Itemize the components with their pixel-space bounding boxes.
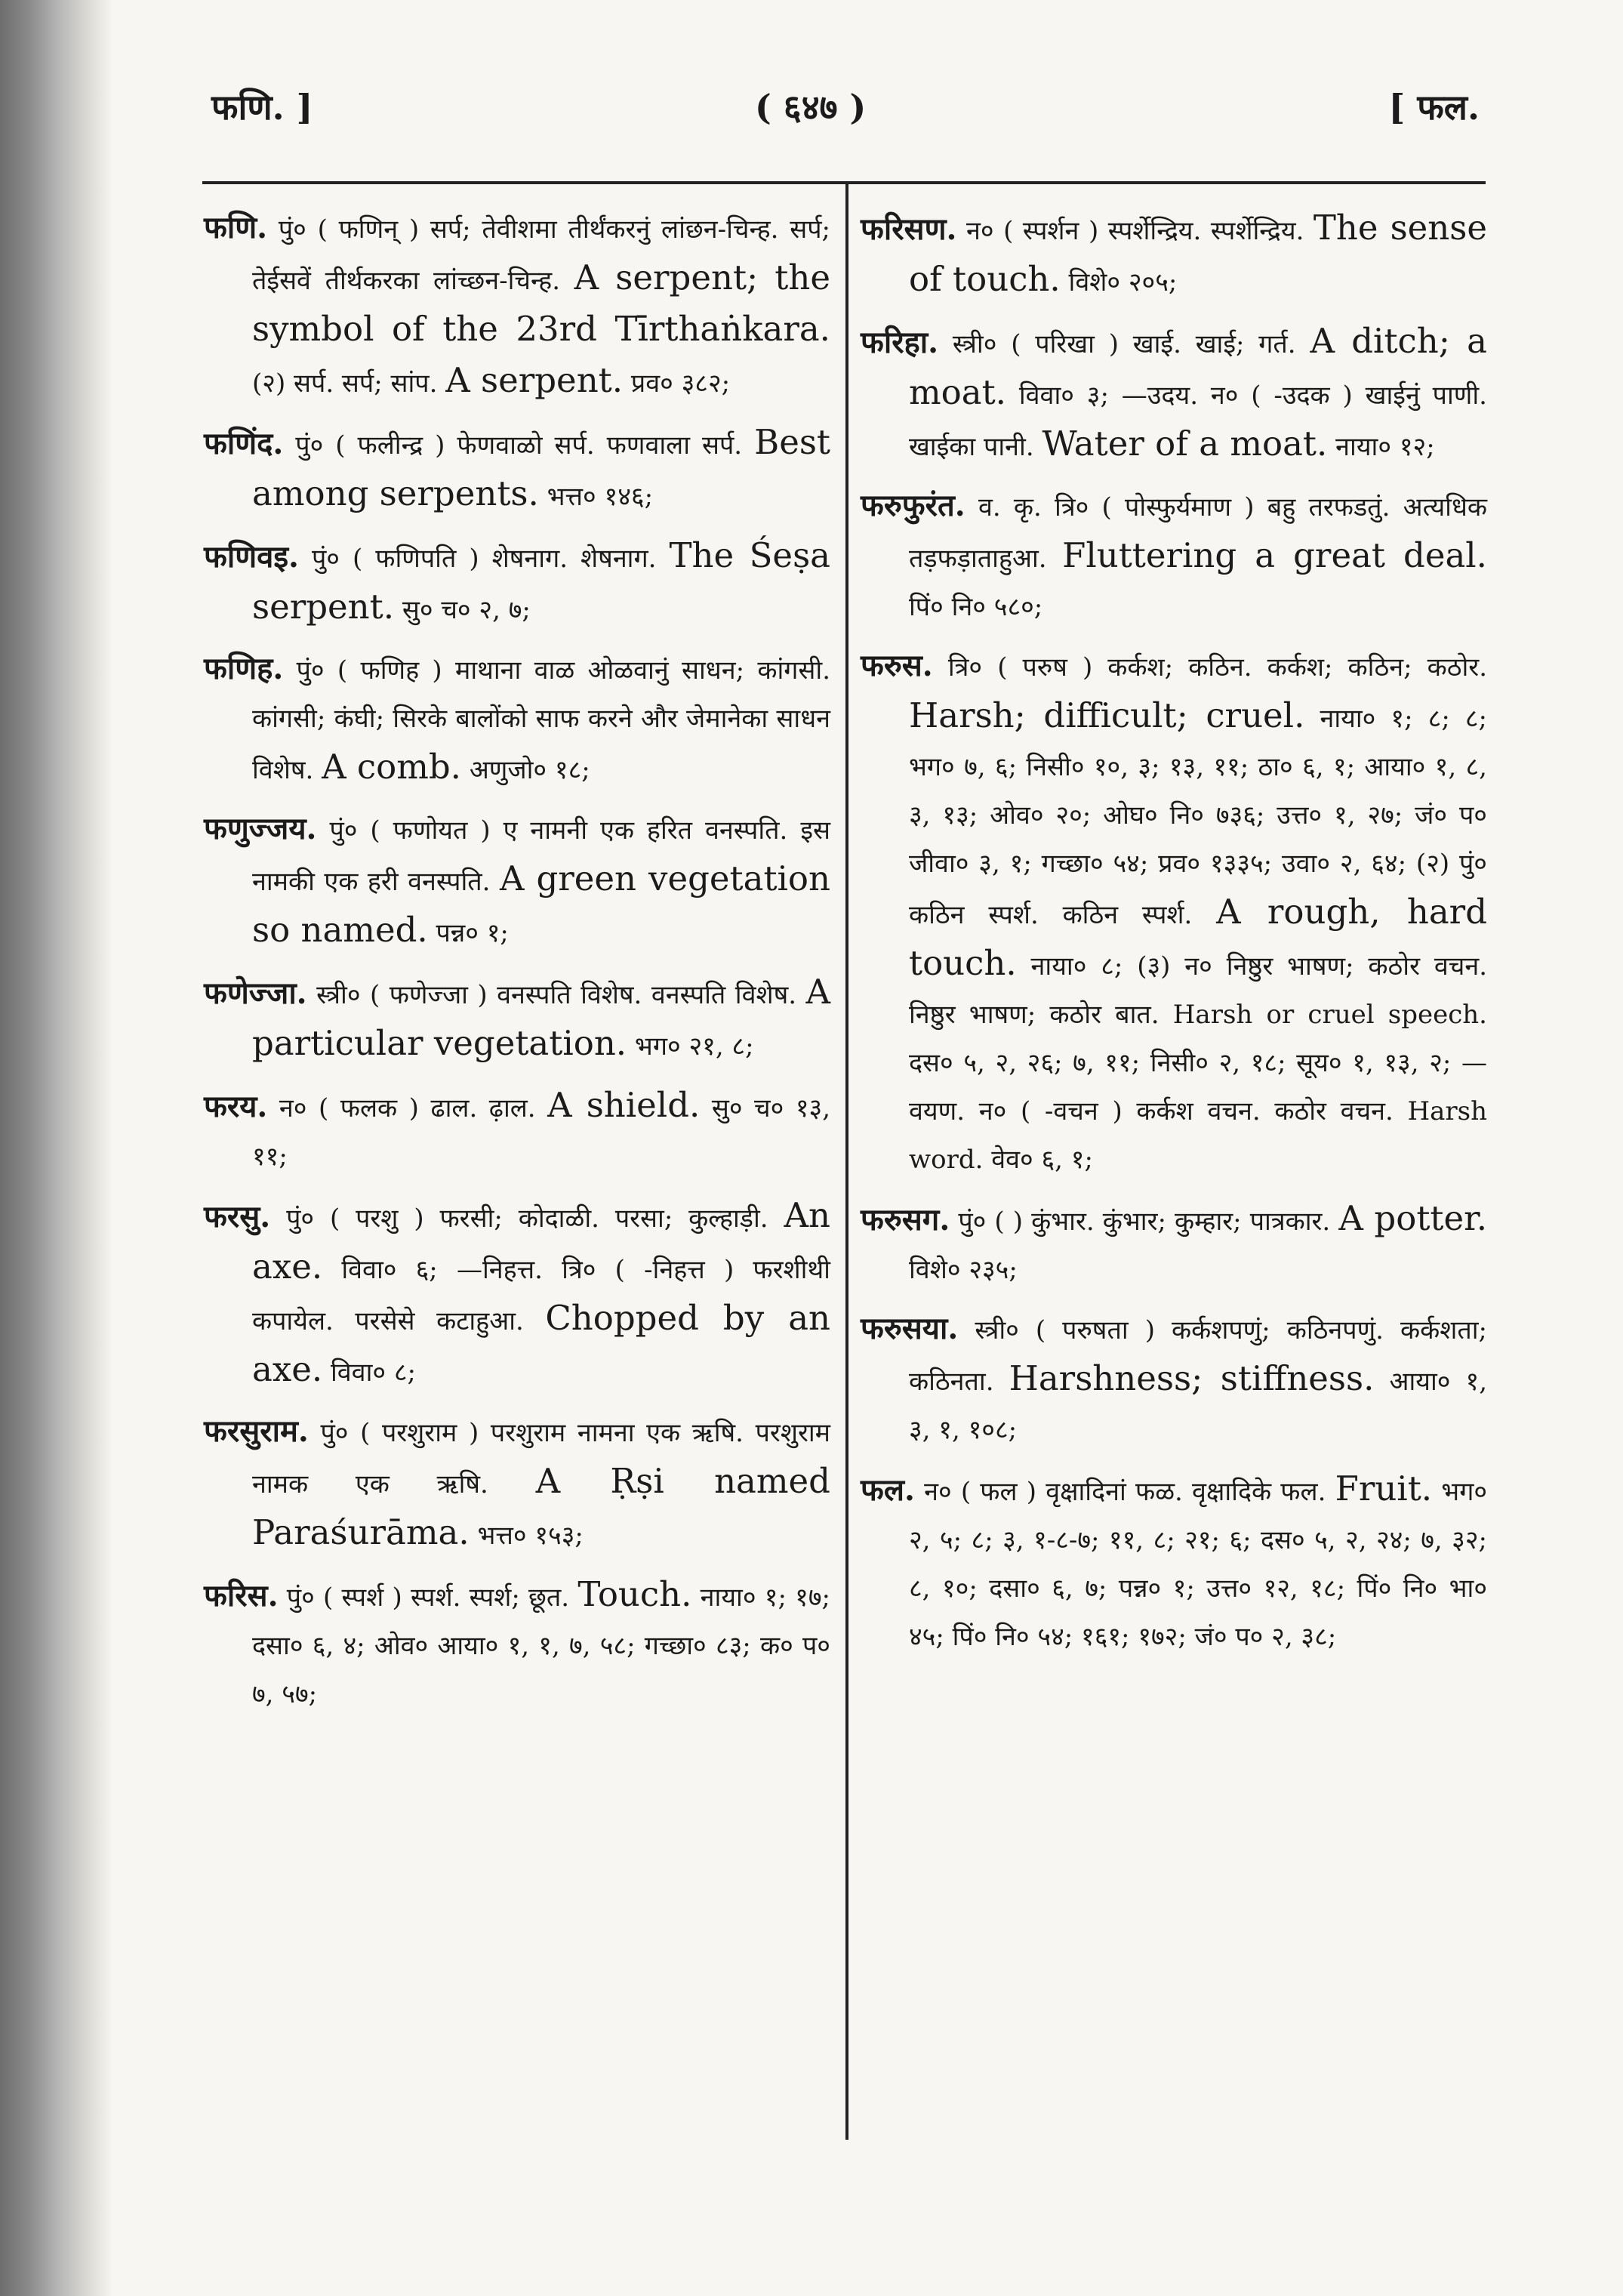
- entry-english-gloss: A serpent; the symbol of the 23rd Tīrthaṅkara.: [252, 257, 830, 349]
- entry-english-gloss: The Śeṣa serpent.: [252, 535, 830, 627]
- entry-english-gloss: Touch.: [577, 1574, 692, 1614]
- entry-definition: न० ( फल ) वृक्षादिनां फळ. वृक्षादिके फल.: [924, 1477, 1326, 1507]
- right-column: [861, 204, 1487, 1672]
- entry-english-gloss: A particular vegetation.: [252, 972, 831, 1063]
- column-divider: [845, 184, 848, 2140]
- entry-english-gloss: Harsh; difficult; cruel.: [909, 695, 1305, 735]
- entry-headword: फरसु.: [204, 1199, 271, 1234]
- entry-references: आया० १, ३, १, १०८;: [909, 1367, 1487, 1445]
- entry-references: विशे० २०५;: [1068, 267, 1178, 297]
- dictionary-entry: [204, 1191, 830, 1397]
- dictionary-entry: [204, 1081, 830, 1181]
- entry-english-gloss-2: A serpent.: [445, 360, 624, 400]
- entry-references: प्रव० ३८२;: [630, 368, 731, 399]
- entry-english-gloss: A green vegetation so named.: [252, 858, 830, 950]
- entry-headword: फणिवइ.: [204, 539, 299, 575]
- entry-definition: पुं० ( परशु ) फरसी; कोदाळी. परसा; कुल्हाड़ी.: [286, 1203, 768, 1234]
- page-binding-shadow: [0, 0, 113, 2296]
- dictionary-entry: [204, 204, 830, 408]
- entry-references: विवा० ८;: [330, 1358, 417, 1388]
- entry-english-gloss-2: Chopped by an axe.: [252, 1298, 831, 1389]
- dictionary-entry: [861, 1465, 1487, 1661]
- entry-definition: न० ( स्पर्शन ) स्पर्शेन्द्रिय. स्पर्शेन्द्रिय.: [966, 216, 1304, 246]
- entry-references: सु० च० १३, ११;: [252, 1093, 831, 1172]
- dictionary-entry: [204, 418, 830, 521]
- header-left-guideword: फणि. ]: [211, 87, 313, 128]
- page-header: [196, 76, 1480, 143]
- entry-references: अणुजो० १८;: [469, 755, 590, 785]
- entry-english-gloss: A potter.: [1338, 1198, 1487, 1238]
- entry-english-gloss: Fruit.: [1335, 1469, 1433, 1509]
- dictionary-entry: [204, 1407, 830, 1560]
- entry-definition: पुं० ( परशुराम ) परशुराम नामना एक ऋषि. परशुराम नामक एक ऋषि.: [252, 1418, 831, 1499]
- entry-headword: फरय.: [204, 1089, 268, 1124]
- dictionary-entry: [861, 642, 1487, 1184]
- entry-english-gloss: An axe.: [252, 1195, 830, 1287]
- entry-headword: फरसुराम.: [204, 1413, 309, 1449]
- entry-english-gloss-2: Water of a moat.: [1042, 424, 1328, 464]
- page-number: ( ६४७ ): [755, 87, 867, 128]
- entry-references: भग० २, ५; ८; ३, १-८-७; ११, ८; २१; ६; दस० ५, २, २४; ७, ३२; ८, १०; दसा० ६, ७; पन्न० १; उत्त० १२, १८; पिं० नि० भा० ४५; पिं० नि० ५४; १६१; १७२; जं० प० २, ३८;: [909, 1477, 1488, 1652]
- header-rule: [202, 181, 1486, 184]
- dictionary-entry: [204, 968, 830, 1071]
- entry-english-gloss: A comb.: [322, 747, 461, 787]
- entry-references: विशे० २३५;: [909, 1255, 1018, 1285]
- entry-english-gloss: A shield.: [547, 1085, 701, 1125]
- header-right-guideword: [ फल.: [1388, 87, 1480, 128]
- dictionary-entry: [861, 317, 1487, 471]
- entry-headword: फरुफुरंत.: [861, 488, 965, 523]
- entry-references: पिं० नि० ५८०;: [909, 592, 1043, 622]
- entry-headword: फरुसया.: [861, 1311, 959, 1346]
- dictionary-entry: [861, 1194, 1487, 1294]
- dictionary-entry: [204, 645, 830, 794]
- entry-headword: फरिसण.: [861, 211, 957, 247]
- entry-headword: फणेज्जा.: [204, 975, 307, 1011]
- entry-definition: स्त्री० ( फणेज्जा ) वनस्पति विशेष. वनस्पति विशेष.: [316, 980, 797, 1010]
- entry-english-gloss: The sense of touch.: [909, 208, 1488, 299]
- entry-headword: फरुसग.: [861, 1202, 950, 1237]
- entry-extra: विवा० ६; —निहत्त. त्रि० ( -निहत्त ) फरशीथी कपायेल. परसेसे कटाहुआ.: [252, 1255, 830, 1336]
- entry-definition: त्रि० ( परुष ) कर्कश; कठिन. कर्कश; कठिन; कठोर.: [947, 652, 1488, 683]
- entry-english-gloss: Best among serpents.: [252, 422, 831, 513]
- entry-english-gloss-2: A rough, hard touch.: [909, 892, 1487, 983]
- entry-headword: फणिंद.: [204, 426, 284, 461]
- entry-english-gloss: A Ṛṣi named Paraśurāma.: [252, 1461, 830, 1552]
- entry-references: पन्न० १;: [436, 918, 509, 948]
- entry-english-gloss: Fluttering a great deal.: [1062, 535, 1487, 575]
- dictionary-entry: [204, 805, 830, 957]
- entry-extra: (२) सर्प. सर्प; सांप.: [252, 368, 438, 399]
- entry-definition: पुं० ( फणोयत ) ए नामनी एक हरित वनस्पति. इस नामकी एक हरी वनस्पति.: [252, 815, 830, 897]
- entry-references: भग० २१, ८;: [634, 1031, 754, 1062]
- entry-references: नाया० ८; (३) न० निष्ठुर भाषण; कठोर वचन. निष्ठुर भाषण; कठोर बात. Harsh or cruel speech. दस० ५, २, २६; ७, ११; निसी० २, १८; सूय० १, १३, २; —वयण. न० ( -वचन ) कर्कश वचन. कठोर वचन. Harsh word. वेव० ६, १;: [909, 951, 1487, 1175]
- entry-references: नाया० १२;: [1335, 432, 1435, 462]
- entry-headword: फणुज्जय.: [204, 811, 317, 846]
- entry-definition: स्त्री० ( परुषता ) कर्कशपणुं; कठिनपणुं. कर्कशता; कठिनता.: [909, 1315, 1487, 1397]
- entry-headword: फल.: [861, 1472, 915, 1508]
- entry-definition: न० ( फलक ) ढाल. ढ़ाल.: [279, 1093, 536, 1123]
- entry-references: भत्त० १५३;: [477, 1521, 584, 1551]
- dictionary-entry: [204, 1570, 830, 1718]
- entry-definition: पुं० ( फणिह ) माथाना वाळ ओळवानुं साधन; कांगसी. कांगसी; कंघी; सिरके बालोंको साफ करने और जेमानेका साधन विशेष.: [252, 655, 830, 785]
- entry-definition: पुं० ( फणिपति ) शेषनाग. शेषनाग.: [311, 544, 657, 574]
- entry-headword: फरुस.: [861, 648, 933, 683]
- entry-english-gloss: A ditch; a moat.: [909, 321, 1487, 412]
- entry-extra: विवा० ३; —उदय. न० ( -उदक ) खाईनुं पाणी. खाईका पानी.: [909, 381, 1487, 462]
- entry-definition: पुं० ( फलीन्द्र ) फेणवाळो सर्प. फणवाला सर्प.: [295, 430, 743, 461]
- entry-headword: फणि.: [204, 210, 268, 245]
- entry-references: नाया० १; १७; दसा० ६, ४; ओव० आया० १, १, ७, ५८; गच्छा० ८३; क० प० ७, ५७;: [252, 1583, 830, 1709]
- entry-headword: फणिह.: [204, 651, 284, 686]
- dictionary-entry: [861, 482, 1487, 631]
- entry-headword: फरिहा.: [861, 325, 939, 360]
- dictionary-entry: [861, 1305, 1487, 1454]
- entry-english-gloss: Harshness; stiffness.: [1009, 1358, 1375, 1398]
- entry-references: भत्त० १४६;: [547, 482, 654, 512]
- entry-definition: पुं० ( स्पर्श ) स्पर्श. स्पर्श; छूत.: [286, 1583, 570, 1613]
- entry-definition: स्त्री० ( परिखा ) खाई. खाई; गर्त.: [952, 329, 1296, 359]
- dictionary-entry: [861, 204, 1487, 307]
- entry-extra: नाया० १; ८; ८; भग० ७, ६; निसी० १०, ३; १३, ११; ठा० ६, १; आया० १, ८, ३, १३; ओव० २०; ओघ० नि० ७३६; उत्त० १, २७; जं० प० जीवा० ३, १; गच्छा० ५४; प्रव० १३३५; उवा० २, ६४; (२) पुं० कठिन स्पर्श. कठिन स्पर्श.: [909, 704, 1487, 930]
- dictionary-entry: [204, 532, 830, 634]
- entry-headword: फरिस.: [204, 1578, 279, 1613]
- entry-definition: पुं० ( ) कुंभार. कुंभार; कुम्हार; पात्रकार.: [958, 1207, 1331, 1237]
- entry-definition: व. कृ. त्रि० ( पोस्फुर्यमाण ) बहु तरफडतुं. अत्यधिक तड़फड़ाताहुआ.: [909, 492, 1487, 574]
- entry-definition: पुं० ( फणिन् ) सर्प; तेवीशमा तीर्थंकरनुं लांछन-चिन्ह. सर्प; तेईसवें तीर्थकरका लांच्छन-चिन्ह.: [252, 214, 831, 296]
- entry-references: सु० च० २, ७;: [402, 595, 531, 625]
- left-column: [204, 204, 830, 1729]
